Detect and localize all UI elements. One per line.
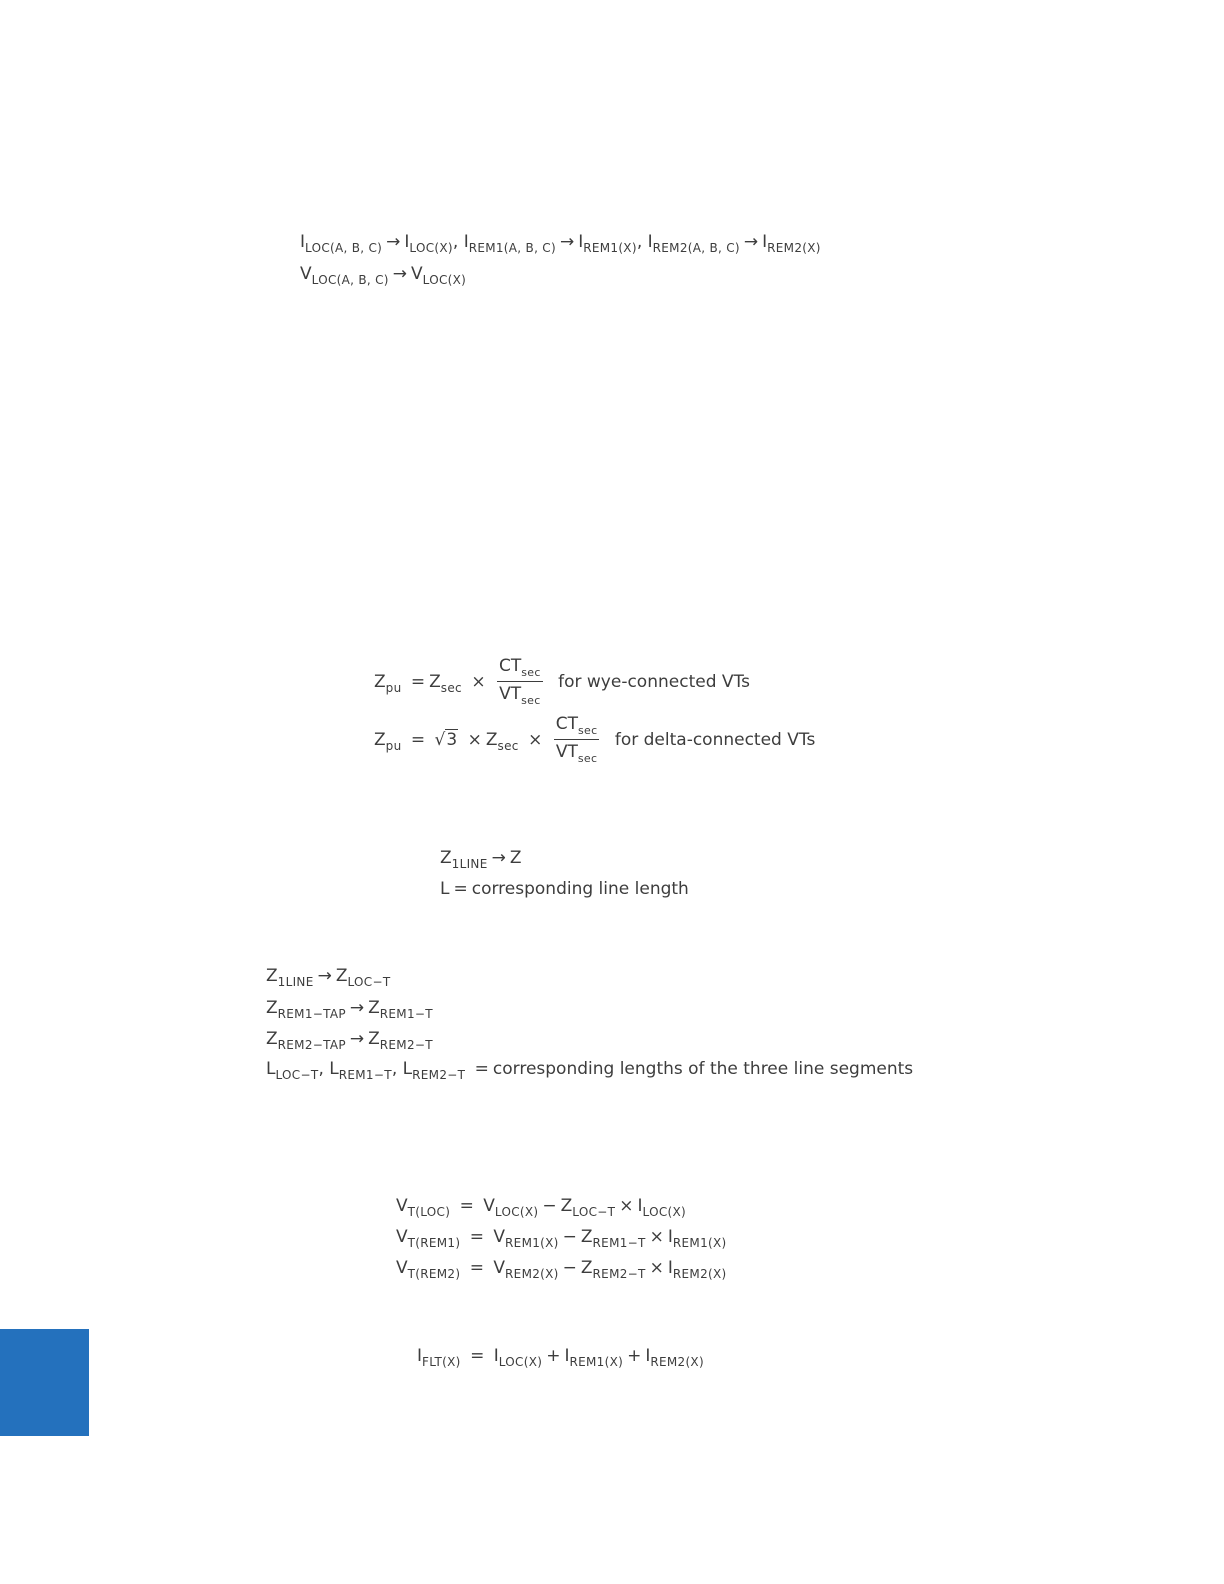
delta-label: for delta-connected VTs <box>614 730 816 750</box>
voltage-mapping-equation: $V_{LOC(A, B, C)} \to V_{LOC(X)}$ <box>300 264 467 287</box>
ct-vt-fraction: $\frac{CT_{sec}}{VT_{sec}}$ <box>555 714 598 765</box>
rem1-segment-mapping: $Z_{REM1-TAP} \to Z_{REM1-T}$ <box>266 998 433 1021</box>
rem2-segment-mapping: $Z_{REM2-TAP} \to Z_{REM2-T}$ <box>266 1029 433 1052</box>
zpu-delta-equation: $Z_{pu} = √3 \times Z_{sec}$ × $\frac{CT_{sec}}{VT_{sec}}$ for delta-connected VTs <box>374 714 816 765</box>
current-mapping-equation: $I_{LOC(A, B, C)} \to I_{LOC(X)}$, $I_{REM1(A, B, C)} \to I_{REM1(X)}$, $I_{REM2(A, B, C)} \to I_{REM2(X)}$ <box>300 232 821 255</box>
tap-voltage-rem2: $V_{T(REM2)} = V_{REM2(X)} - Z_{REM2-T} \times I_{REM2(X)}$ <box>396 1258 727 1281</box>
wye-label: for wye-connected VTs <box>558 672 750 692</box>
zpu-wye-equation: $Z_{pu} = Z_{sec}$ × $\frac{CT_{sec}}{VT_{sec}}$ for wye-connected VTs <box>374 656 750 707</box>
line-length-definition: L = corresponding line length <box>440 879 689 899</box>
loc-segment-mapping: $Z_{1LINE} \to Z_{LOC-T}$ <box>266 966 391 989</box>
z1line-mapping: $Z_{1LINE} \to Z$ <box>440 848 522 871</box>
tap-voltage-loc: $V_{T(LOC)} = V_{LOC(X)} - Z_{LOC-T} \times I_{LOC(X)}$ <box>396 1196 686 1219</box>
fault-current-equation: $I_{FLT(X)} = I_{LOC(X)} + I_{REM1(X)} + I_{REM2(X)}$ <box>417 1346 704 1369</box>
segment-lengths-definition: $L_{LOC-T}$, $L_{REM1-T}$, $L_{REM2-T}$ = corresponding lengths of the three line segments <box>266 1059 914 1082</box>
chapter-tab-block <box>0 1329 89 1436</box>
tap-voltage-rem1: $V_{T(REM1)} = V_{REM1(X)} - Z_{REM1-T} \times I_{REM1(X)}$ <box>396 1227 727 1250</box>
sqrt-three: √3 <box>434 730 458 750</box>
ct-vt-fraction: $\frac{CT_{sec}}{VT_{sec}}$ <box>499 656 541 707</box>
